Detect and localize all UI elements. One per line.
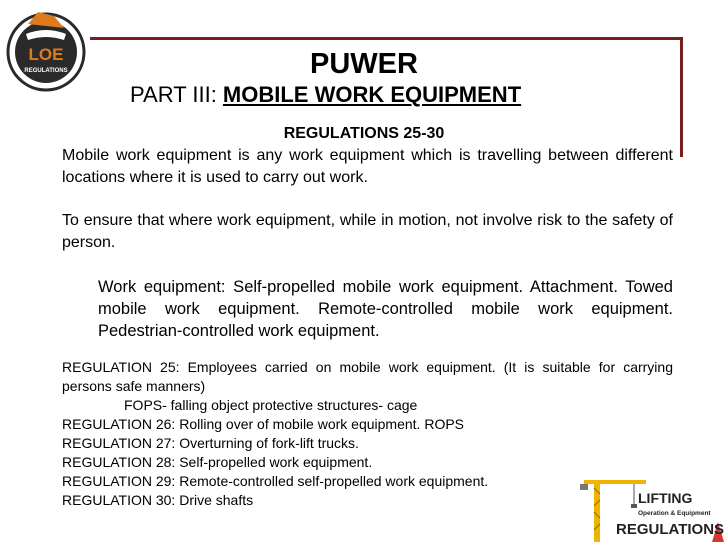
regulations-heading: REGULATIONS 25-30: [283, 125, 445, 142]
definition-paragraph: Mobile work equipment is any work equipment which is travelling between different locations where it is used to carry out work.: [62, 147, 673, 186]
lifting-regulations-badge: [576, 470, 726, 544]
slide-subtitle: [130, 82, 610, 108]
slide-title: PUWER: [310, 48, 418, 80]
regulation-28: REGULATION 28: Self-propelled work equipment.: [62, 454, 373, 470]
badge-line1: LIFTING: [638, 490, 693, 506]
motion-paragraph: To ensure that where work equipment, while in motion, not involve risk to the safety of person.: [62, 212, 673, 251]
subtitle-prefix: PART III:: [130, 82, 223, 107]
regulation-25: REGULATION 25: Employees carried on mobile work equipment. (It is suitable for carrying persons safe manners): [62, 359, 673, 394]
subtitle-underlined: MOBILE WORK EQUIPMENT: [222, 82, 522, 107]
types-paragraph: Work equipment: Self-propelled mobile work equipment. Attachment. Towed mobile work equipment. Remote-controlled mobile work equipment. Pedestrian-controlled work equipment.: [98, 278, 673, 340]
badge-line2: Operation & Equipment: [638, 510, 711, 517]
fops-note: FOPS- falling object protective structures- cage: [124, 397, 418, 413]
regulation-27: REGULATION 27: Overturning of fork-lift trucks.: [62, 435, 359, 451]
regulation-29: REGULATION 29: Remote-controlled self-propelled work equipment.: [62, 473, 489, 489]
logo-text: LOE: [28, 45, 64, 64]
logo-subtext: REGULATIONS: [24, 68, 68, 74]
regulation-26: REGULATION 26: Rolling over of mobile work equipment. ROPS: [62, 416, 465, 432]
regulation-30: REGULATION 30: Drive shafts: [62, 492, 254, 508]
badge-line3: REGULATIONS: [616, 521, 725, 538]
